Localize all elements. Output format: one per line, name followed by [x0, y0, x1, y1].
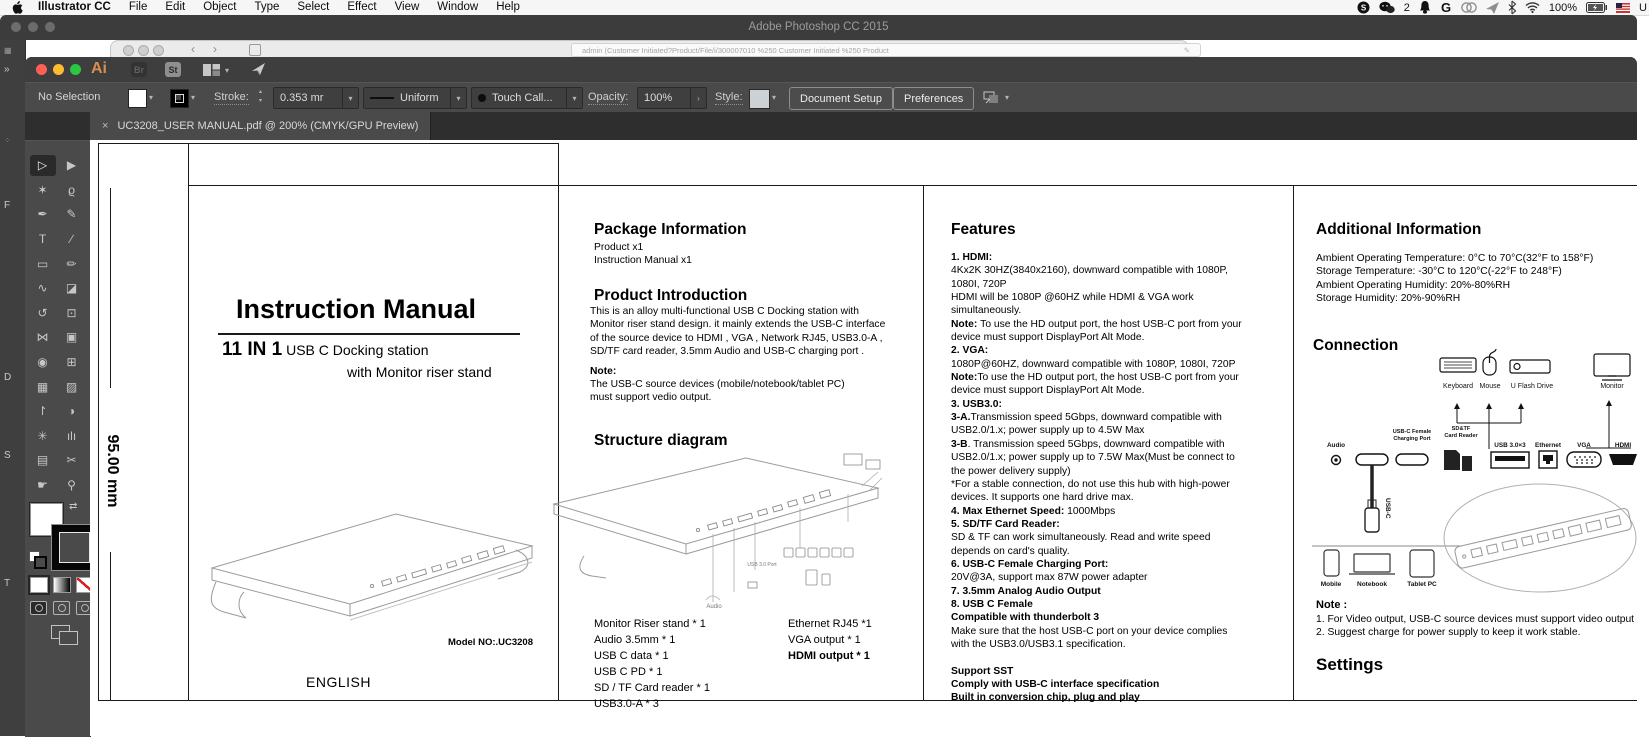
input-label: U — [1639, 1, 1647, 14]
dock-grid-icon[interactable]: ▦ — [4, 46, 12, 55]
zoom-tool[interactable]: ⚲ — [67, 478, 76, 493]
creative-cloud-icon[interactable] — [1461, 2, 1477, 13]
browser-tab-icon[interactable] — [249, 44, 261, 56]
package-list-left: Monitor Riser stand * 1 Audio 3.5mm * 1 USB C data * 1 USB C PD * 1 SD / TF Card reader * 1 USB3.0-A * 3 — [594, 618, 710, 710]
intro-note-body: The USB-C source devices (mobile/notebook/tablet PC) must support vedio output. — [590, 379, 845, 404]
illustrator-titlebar — [25, 57, 1637, 82]
apple-icon[interactable] — [12, 1, 23, 14]
fill-chevron-icon[interactable]: ▾ — [149, 93, 154, 102]
document-tab-bar — [25, 112, 1637, 141]
arrange-documents-icon[interactable] — [203, 64, 220, 76]
shaper-tool[interactable]: ∿ — [37, 281, 48, 296]
tab-close-icon[interactable]: × — [102, 120, 109, 132]
structure-usb-label: USB 3.0 Port — [747, 562, 777, 568]
macos-menu-bar — [0, 0, 1649, 16]
notification-icon[interactable] — [1419, 1, 1431, 14]
language-label: ENGLISH — [306, 674, 371, 690]
address-edit-icon[interactable]: ✎ — [1183, 45, 1190, 55]
monitor-label: Monitor — [1600, 383, 1624, 390]
share-icon[interactable] — [251, 62, 266, 76]
draw-behind-mode-icon[interactable] — [53, 601, 70, 615]
eraser-tool[interactable]: ◪ — [65, 281, 78, 296]
rotate-tool[interactable]: ↺ — [37, 305, 48, 320]
structure-audio-label: Audio — [706, 604, 722, 610]
page-border-top — [188, 185, 1637, 186]
additional-information-body: Ambient Operating Temperature: 0°C to 70°C(32°F to 158°F) Storage Temperature: -30°C to 120°C(-22°F to 248°F) Ambient Operating Humidity: 20%-80%RH Storage Humidity: 20%-90%RH — [1316, 253, 1594, 304]
package-items: Product x1 Instruction Manual x1 — [594, 242, 692, 267]
usbc-charging-label-2: Charging Port — [1393, 436, 1431, 442]
brush-value: Touch Call... — [492, 92, 553, 104]
subtitle-rest: USB C Docking station — [282, 342, 429, 358]
pen-tool[interactable]: ✒ — [37, 207, 48, 222]
sdtf-label-1: SD&TF — [1451, 426, 1471, 432]
swap-fill-stroke-icon[interactable]: ⇄ — [69, 501, 78, 512]
draw-normal-mode-icon[interactable] — [30, 601, 47, 615]
lasso-tool[interactable]: ϱ — [68, 182, 75, 197]
opacity-value: 100% — [644, 92, 673, 104]
panel-divider-4 — [1293, 185, 1294, 701]
stroke-chevron-icon[interactable]: ▾ — [191, 93, 196, 102]
gradient-button[interactable] — [53, 577, 71, 593]
battery-percent: 100% — [1548, 1, 1578, 14]
hdmi-port-label: HDMI — [1614, 442, 1632, 449]
wechat-badge: 2 — [1403, 1, 1410, 14]
document-tab[interactable] — [90, 112, 431, 140]
align-chevron-icon[interactable]: ▾ — [1005, 93, 1010, 102]
manual-subtitle — [222, 339, 429, 361]
default-stroke-mini-icon — [34, 556, 47, 569]
page-border-bottom — [98, 700, 1637, 701]
color-button[interactable] — [30, 577, 48, 593]
menu-item[interactable]: Illustrator CC — [38, 1, 111, 13]
width-tool[interactable]: ⋈ — [36, 330, 49, 345]
svg-text:G: G — [1440, 0, 1451, 15]
wifi-icon[interactable] — [1525, 2, 1540, 13]
dock-dots-icon: ⁘ — [4, 136, 11, 145]
stock-icon[interactable]: St — [165, 62, 181, 77]
usbc-cable-label: USB-C — [1384, 498, 1391, 519]
ps-zoom-button[interactable] — [45, 22, 55, 32]
variable-width-chevron-icon[interactable]: ▾ — [450, 88, 466, 108]
battery-icon[interactable] — [1586, 2, 1607, 13]
direct-selection-tool[interactable]: ▶ — [66, 158, 77, 173]
dock-panel-tab-t[interactable]: T — [4, 578, 11, 589]
additional-information-heading: Additional Information — [1316, 221, 1482, 238]
slice-tool[interactable]: ✂ — [66, 453, 77, 468]
line-segment-tool[interactable]: ∕ — [70, 232, 73, 247]
ethernet-port-label: Ethernet — [1535, 442, 1561, 449]
column-graph-tool[interactable]: ılı — [66, 428, 77, 443]
perspective-grid-tool[interactable]: ⊞ — [66, 355, 77, 370]
settings-heading: Settings — [1316, 655, 1384, 674]
connection-heading: Connection — [1313, 337, 1399, 354]
trim-line-top — [98, 143, 558, 144]
illustrator-app-icon: Ai — [91, 60, 107, 77]
tab-title: UC3208_USER MANUAL.pdf @ 200% (CMYK/GPU Preview) — [117, 120, 419, 132]
dimension-label: 95.00 mm — [104, 434, 121, 508]
eyedropper-tool[interactable]: ↾ — [37, 404, 48, 419]
menu-item[interactable]: Select — [297, 1, 330, 13]
symbol-sprayer-tool[interactable]: ✳ — [37, 428, 48, 443]
free-transform-tool[interactable]: ▣ — [65, 330, 78, 345]
style-swatch[interactable] — [749, 89, 770, 109]
usbc-charging-label-1: USB-C Female — [1392, 429, 1432, 435]
drawing-mode-buttons — [30, 601, 93, 615]
features-heading: Features — [951, 221, 1016, 238]
product-introduction-body: This is an alloy multi-functional USB C Docking station with Monitor riser stand design. it mainly extends the USB-C interface of the source device to HDMI , VGA , Network RJ45, USB3.0-A , SD/TF card reader, 3.5mm Audio and USB-C charging port . — [590, 306, 886, 357]
shape-builder-tool[interactable]: ◉ — [37, 355, 48, 370]
title-underline — [218, 333, 520, 335]
selection-status: No Selection — [38, 91, 101, 103]
style-label[interactable]: Style: — [715, 91, 743, 103]
menu-item[interactable]: Type — [254, 1, 280, 13]
connection-note-label: Note : — [1316, 599, 1348, 611]
tools-panel — [25, 140, 91, 737]
product-introduction-heading: Product Introduction — [594, 287, 748, 304]
browser-minimize-button[interactable] — [138, 45, 149, 56]
connection-diagram — [1298, 348, 1637, 595]
align-icon[interactable] — [983, 91, 999, 104]
photoshop-window-titlebar — [0, 15, 1637, 40]
intro-note-label: Note: — [590, 366, 617, 377]
dimension-line-lower — [110, 552, 111, 700]
mouse-label: Mouse — [1479, 383, 1501, 390]
wechat-icon[interactable] — [1379, 1, 1395, 14]
menu-item[interactable]: Effect — [347, 1, 377, 13]
sdtf-label-2: Card Reader — [1444, 433, 1478, 439]
dock-panel-tab-d[interactable]: D — [4, 372, 12, 383]
dock-expand-icon[interactable]: » — [4, 64, 10, 75]
fill-color-swatch[interactable] — [128, 89, 147, 108]
artboard-tool[interactable]: ▤ — [36, 453, 49, 468]
blend-tool[interactable]: ◑ — [67, 404, 76, 419]
hand-tool[interactable]: ☛ — [37, 478, 48, 493]
structure-diagram-heading: Structure diagram — [594, 432, 728, 449]
structure-diagram — [548, 452, 882, 612]
mobile-label: Mobile — [1320, 581, 1342, 588]
ps-close-button[interactable] — [11, 22, 21, 32]
browser-close-button[interactable] — [123, 45, 134, 56]
page-edge-left — [98, 143, 99, 701]
rectangle-tool[interactable]: ▭ — [36, 256, 49, 271]
browser-back-button[interactable]: ‹ — [191, 42, 195, 56]
stroke-label[interactable]: Stroke: — [214, 91, 249, 103]
left-dock-strip — [0, 40, 26, 736]
browser-address-text: admin (Customer Initiated?Product/File/i/300007010 %250 Customer Initiated %250 Product — [582, 45, 889, 55]
manual-subtitle-line2: with Monitor riser stand — [347, 364, 492, 380]
menu-item[interactable]: File — [128, 1, 148, 13]
minimize-button[interactable] — [53, 64, 64, 75]
bluetooth-icon[interactable] — [1508, 1, 1516, 14]
menu-item[interactable]: Object — [203, 1, 237, 13]
close-button[interactable] — [36, 64, 47, 75]
brush-dropdown[interactable] — [471, 87, 583, 109]
bridge-icon[interactable]: Br — [131, 62, 147, 77]
brush-preview-icon — [478, 94, 486, 102]
variable-width-dropdown[interactable] — [363, 87, 467, 109]
stroke-color-swatch[interactable] — [170, 89, 189, 108]
opacity-field[interactable] — [637, 87, 707, 109]
tablet-label: Tablet PC — [1407, 581, 1437, 588]
magic-wand-tool[interactable]: ✶ — [37, 182, 48, 197]
manual-title: Instruction Manual — [236, 294, 477, 324]
zoom-button[interactable] — [70, 64, 81, 75]
package-information-heading: Package Information — [594, 221, 747, 238]
opacity-label[interactable]: Opacity: — [588, 91, 629, 103]
curvature-tool[interactable]: ✎ — [66, 207, 77, 222]
keyboard-label: Keyboard — [1443, 383, 1473, 390]
browser-zoom-button[interactable] — [153, 45, 164, 56]
panel-divider-2 — [558, 143, 559, 701]
google-icon[interactable] — [1440, 1, 1452, 14]
connection-note-body: 1. For Video output, USB-C source devices must support video output 2. Suggest charge for power supply to keep it work stable. — [1316, 614, 1635, 639]
photoshop-window-title: Adobe Photoshop CC 2015 — [748, 21, 889, 33]
menu-items — [29, 0, 529, 15]
stroke-weight-value: 0.353 mr — [280, 92, 324, 104]
screen-mode-icon-back — [59, 631, 78, 645]
product-illustration — [200, 500, 538, 652]
control-panel — [25, 82, 1637, 114]
brush-chevron-icon[interactable]: ▾ — [566, 88, 582, 108]
svg-text:S: S — [1360, 3, 1366, 13]
menu-item[interactable]: Window — [437, 1, 479, 13]
arrange-chevron-icon[interactable]: ▾ — [225, 66, 230, 75]
browser-forward-button[interactable]: › — [213, 42, 217, 56]
stroke-weight-field[interactable] — [273, 87, 359, 109]
menu-item[interactable]: Edit — [165, 1, 186, 13]
subtitle-bold: 11 IN 1 — [222, 339, 283, 360]
gradient-tool[interactable]: ▨ — [65, 379, 78, 394]
stroke-weight-chevron-icon[interactable]: ▾ — [342, 88, 358, 108]
panel-divider-1 — [188, 143, 189, 701]
selection-tool[interactable]: ▷ — [30, 155, 56, 176]
vga-port-label: VGA — [1577, 442, 1591, 449]
menu-item[interactable]: Help — [496, 1, 520, 13]
menu-item[interactable]: View — [394, 1, 420, 13]
preferences-button[interactable]: Preferences — [893, 87, 974, 110]
paintbrush-tool[interactable]: ✏ — [66, 256, 77, 271]
send-icon[interactable] — [1486, 2, 1499, 14]
input-flag-icon[interactable] — [1616, 3, 1630, 13]
panel-divider-3 — [923, 185, 924, 701]
dock-panel-tab-f[interactable]: F — [4, 200, 11, 211]
browser-address-bar[interactable] — [571, 43, 1201, 57]
mesh-tool[interactable]: ▦ — [36, 379, 49, 394]
stroke-profile-icon — [370, 97, 394, 99]
menu-status-icons — [1357, 0, 1649, 15]
style-chevron-icon[interactable]: ▾ — [772, 93, 777, 102]
document-setup-button[interactable]: Document Setup — [789, 87, 893, 110]
type-tool[interactable]: T — [38, 232, 47, 247]
ps-minimize-button[interactable] — [28, 22, 38, 32]
audio-port-label: Audio — [1326, 442, 1346, 449]
notebook-label: Notebook — [1357, 581, 1387, 588]
dock-panel-tab-s[interactable]: S — [4, 450, 11, 461]
stroke-stepper[interactable]: ▴ ▾ — [259, 89, 263, 104]
scale-tool[interactable]: ⊡ — [66, 305, 77, 320]
dimension-line-upper — [110, 188, 111, 388]
features-body: 1. HDMI: 4Kx2K 30HZ(3840x2160), downward compatible with 1080P, 1080I, 720P HDMI will be 1080P @60HZ while HDMI & VGA work simultaneously. Note: To use the HD output port, the host USB-C port from your device must support DisplayPort Alt Mode. 2. VGA: 1080P@60HZ, downward compatible with 1080P, 1080I, 720P Note:To use the HD output port, the host USB-C port from your device must support DisplayPort Alt Mode. 3. USB3.0: 3-A.Transmission speed 5Gbps, downward compatible with USB2.0/1.x; power supply up to 4.5W Max 3-B. Transmission speed 5Gbps, downward compatible with USB2.0/1.x; power supply up to 7.5W Max(Must be connect to the power delivery supply) *For a stable connection, do not use this hub with high-power devices. It supports one hard drive max. 4. Max Ethernet Speed: 1000Mbps 5. SD/TF Card Reader: SD & TF can work simultaneously. Read and write speed depends on card's quality. 6. USB-C Female Charging Port: 20V@3A, support max 87W power adapter 7. 3.5mm Analog Audio Output 8. USB C Female Compatible with thunderbolt 3 Make sure that the host USB-C port on your device complies with the USB3.0/USB3.1 specification. Support SST Comply with USB-C interface specification Built in conversion chip, plug and play — [951, 252, 1242, 704]
model-number: Model NO:.UC3208 — [448, 637, 533, 648]
color-buttons — [30, 577, 94, 593]
flash-drive-label: U Flash Drive — [1510, 383, 1554, 390]
tools-grid — [28, 153, 87, 497]
skype-icon[interactable] — [1357, 1, 1370, 14]
package-list-right: Ethernet RJ45 *1 VGA output * 1 HDMI output * 1 — [788, 618, 872, 662]
opacity-popout-icon[interactable]: › — [690, 88, 706, 108]
background-browser-window — [110, 40, 1189, 58]
variable-width-value: Uniform — [400, 92, 439, 104]
usb3-port-label: USB 3.0×3 — [1494, 442, 1526, 449]
